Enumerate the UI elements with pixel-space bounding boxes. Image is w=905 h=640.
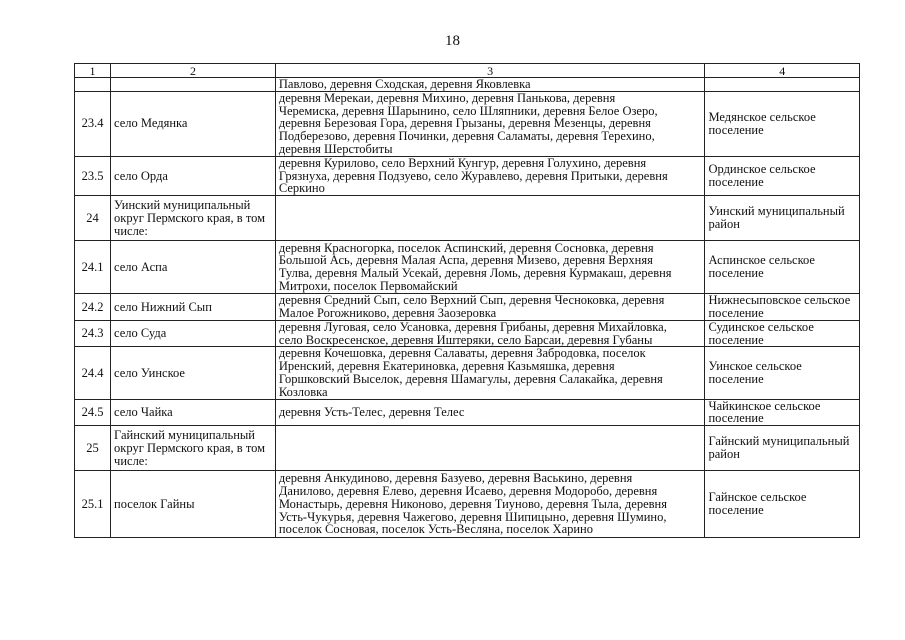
row-number: 25.1 — [75, 471, 111, 538]
table-row — [75, 471, 860, 538]
locality-line: Митрохи, поселок Первомайский — [278, 278, 458, 293]
row-number: 24 — [75, 196, 111, 241]
locality-line: Тулва, деревня Малый Усекай, деревня Ломь, деревня Курмакаш, деревня — [278, 266, 672, 281]
row-number: 24.2 — [75, 294, 111, 321]
locality-line: село Воскресенское, деревня Иштеряки, село Барсаи, деревня Губаны — [278, 332, 653, 347]
locality-line: Данилово, деревня Елево, деревня Исаево, деревня Модоробо, деревня — [278, 483, 658, 498]
settlement-name: Уинский муниципальный район — [705, 196, 860, 241]
included-localities — [275, 471, 705, 538]
locality-line: Козловка — [278, 384, 328, 399]
locality-line: деревня Шерстобиты — [278, 141, 393, 156]
table-row — [75, 347, 860, 399]
locality-name: село Орда — [111, 156, 276, 195]
locality-line: деревня Анкудиново, деревня Базуево, деревня Васькино, деревня — [278, 471, 633, 486]
table-row — [75, 196, 860, 241]
locality-line: деревня Курилово, село Верхний Кунгур, деревня Голухино, деревня — [278, 155, 647, 170]
table-header-row — [75, 64, 860, 78]
locality-name: поселок Гайны — [111, 471, 276, 538]
locality-name: село Уинское — [111, 347, 276, 399]
settlement-name: Уинское сельское поселение — [705, 347, 860, 399]
included-localities — [275, 196, 705, 241]
locality-name: село Аспа — [111, 241, 276, 294]
locality-line: деревня Средний Сып, село Верхний Сып, деревня Чесноковка, деревня — [278, 293, 665, 308]
settlement-name: Нижнесыповское сельское поселение — [705, 294, 860, 321]
table-row — [75, 241, 860, 294]
locality-line: Черемиска, деревня Шарынино, село Шляпники, деревня Белое Озеро, — [278, 103, 658, 118]
locality-line: деревня Луговая, село Усановка, деревня Грибаны, деревня Михайловка, — [278, 319, 667, 334]
included-localities — [275, 399, 705, 426]
included-localities — [275, 91, 705, 156]
locality-name: село Медянка — [111, 91, 276, 156]
locality-line: Усть-Чукурья, деревня Чажегово, деревня Шипицыно, деревня Шумино, — [278, 509, 667, 524]
settlement-name: Гайнское сельское поселение — [705, 471, 860, 538]
table-row — [75, 91, 860, 156]
included-localities — [275, 241, 705, 294]
locality-line: Монастырь, деревня Никоново, деревня Тиуново, деревня Тыла, деревня — [278, 496, 667, 511]
locality-line: деревня Усть-Телес, деревня Телес — [278, 404, 465, 419]
table-row — [75, 156, 860, 195]
locality-line: Серкино — [278, 181, 325, 196]
locality-line: деревня Мерекаи, деревня Михино, деревня Панькова, деревня — [278, 90, 616, 105]
table-row — [75, 294, 860, 321]
page-number: 18 — [445, 33, 460, 49]
table-row — [75, 399, 860, 426]
row-number: 24.1 — [75, 241, 111, 294]
table-row — [75, 320, 860, 347]
included-localities — [275, 347, 705, 399]
column-header: 1 — [75, 64, 111, 78]
settlement-name: Аспинское сельское поселение — [705, 241, 860, 294]
locality-line: Горшковский Выселок, деревня Шамагулы, деревня Салакайка, деревня — [278, 371, 663, 386]
locality-name: село Нижний Сып — [111, 294, 276, 321]
row-number: 24.3 — [75, 320, 111, 347]
locality-line: Большой Ась, деревня Малая Аспа, деревня Мизево, деревня Верхняя — [278, 253, 653, 268]
locality-line: Иренский, деревня Екатериновка, деревня Казьмяшка, деревня — [278, 359, 615, 374]
continuation-text: Павлово, деревня Сходская, деревня Яковлевка — [275, 78, 705, 92]
column-header: 3 — [275, 64, 705, 78]
locality-line: Подберезово, деревня Починки, деревня Саламаты, деревня Терехино, — [278, 129, 655, 144]
locality-name: село Чайка — [111, 399, 276, 426]
row-number: 24.4 — [75, 347, 111, 399]
settlement-name: Судинское сельское поселение — [705, 320, 860, 347]
locality-line: Грязнуха, деревня Подзуево, село Журавлево, деревня Притыки, деревня — [278, 168, 668, 183]
locality-line: Малое Рогожниково, деревня Заозеровка — [278, 305, 497, 320]
locality-name: Уинский муниципальный округ Пермского края, в том числе: — [111, 196, 276, 241]
settlement-name: Ординское сельское поселение — [705, 156, 860, 195]
locality-name: Гайнский муниципальный округ Пермского края, в том числе: — [111, 426, 276, 471]
table-row — [75, 426, 860, 471]
row-number: 25 — [75, 426, 111, 471]
locality-line: деревня Кочешовка, деревня Салаваты, деревня Забродовка, поселок — [278, 346, 646, 361]
included-localities — [275, 156, 705, 195]
settlement-name: Чайкинское сельское поселение — [705, 399, 860, 426]
settlement-name: Медянское сельское поселение — [705, 91, 860, 156]
locality-name: село Суда — [111, 320, 276, 347]
row-number: 24.5 — [75, 399, 111, 426]
column-header: 2 — [111, 64, 276, 78]
row-number: 23.5 — [75, 156, 111, 195]
included-localities — [275, 320, 705, 347]
row-number: 23.4 — [75, 91, 111, 156]
locality-line: деревня Березовая Гора, деревня Грызаны, деревня Мезенцы, деревня — [278, 116, 651, 131]
continuation-row — [75, 78, 860, 92]
column-header: 4 — [705, 64, 860, 78]
settlement-name: Гайнский муниципальный район — [705, 426, 860, 471]
settlements-table — [74, 63, 860, 538]
included-localities — [275, 426, 705, 471]
locality-line: поселок Сосновая, поселок Усть-Весляна, поселок Харино — [278, 522, 593, 537]
included-localities — [275, 294, 705, 321]
locality-line: деревня Красногорка, поселок Аспинский, деревня Сосновка, деревня — [278, 240, 654, 255]
